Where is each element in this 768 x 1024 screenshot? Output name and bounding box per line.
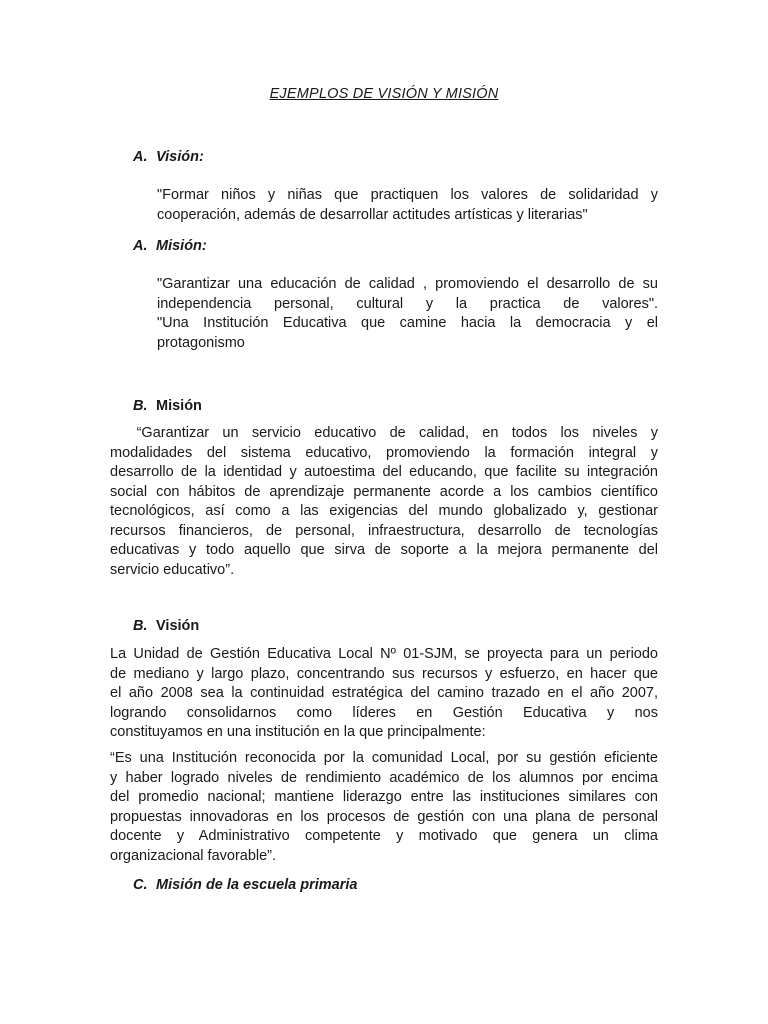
section-heading-mision-a: [133, 238, 207, 254]
section-title: Misión de la escuela primaria: [156, 877, 358, 893]
paragraph-line: propuestas innovadoras en los procesos de gestión con una plana de personal: [110, 808, 658, 825]
paragraph-line: modalidades del sistema educativo, promoviendo la formación integral y: [110, 444, 658, 461]
paragraph-line: tecnológicos, así como a las exigencias del mundo globalizado y, gestionar: [110, 503, 658, 519]
section-letter: A.: [133, 149, 148, 165]
section-heading-vision-a: [133, 149, 204, 165]
paragraph-line: de mediano y largo plazo, concentrando sus recursos y esfuerzo, en hacer que: [110, 665, 658, 682]
section-heading-vision-b: [133, 618, 199, 634]
section-letter: B.: [133, 618, 148, 634]
paragraph-line: y haber logrado niveles de rendimiento académico de los alumnos por encima: [110, 769, 658, 786]
vision-b-paragraph-1: [110, 645, 658, 743]
document-title: EJEMPLOS DE VISIÓN Y MISIÓN: [269, 86, 499, 102]
section-letter: A.: [133, 238, 148, 254]
paragraph-line: constituyamos en una institución en la que principalmente:: [110, 724, 486, 740]
section-heading-mision-primaria: [133, 877, 357, 893]
section-title: Visión: [156, 618, 200, 634]
paragraph-line: "Una Institución Educativa que camine hacia la democracia y el: [157, 315, 658, 331]
paragraph-line: docente y Administrativo competente y motivado que genera un clima: [110, 828, 658, 844]
paragraph-line: logrando consolidarnos como líderes en Gestión Educativa y nos: [110, 704, 658, 721]
paragraph-line: cooperación, además de desarrollar actitudes artísticas y literarias": [157, 206, 588, 223]
paragraph-line: social con hábitos de aprendizaje permanente acorde a los cambios científico: [110, 483, 658, 500]
paragraph-line: La Unidad de Gestión Educativa Local Nº 01-SJM, se proyecta para un periodo: [110, 646, 658, 662]
paragraph-line: protagonismo: [157, 334, 245, 351]
paragraph-line: “Es una Institución reconocida por la comunidad Local, por su gestión eficiente: [110, 750, 658, 766]
paragraph-line: el año 2008 sea la continuidad estratégica del camino trazado en el año 2007,: [110, 685, 658, 701]
paragraph-line: recursos financieros, de personal, infraestructura, desarrollo de tecnologías: [110, 522, 658, 539]
section-title: Visión:: [156, 149, 204, 165]
vision-b-paragraph-2: [110, 749, 658, 866]
paragraph-line: "Formar niños y niñas que practiquen los valores de solidaridad y: [157, 187, 658, 203]
section-letter: B.: [133, 398, 148, 414]
paragraph-line: independencia personal, cultural y la practica de valores".: [157, 295, 658, 312]
section-title: Misión: [156, 398, 202, 414]
paragraph-line: "Garantizar una educación de calidad , promoviendo el desarrollo de su: [157, 276, 658, 292]
paragraph-line: desarrollo de la identidad y autoestima del educando, que facilite su integración: [110, 464, 658, 480]
paragraph-line: educativas y todo aquello que sirva de soporte a la mejora permanente del: [110, 542, 658, 558]
section-heading-mision-b: [133, 398, 202, 414]
paragraph-line: “Garantizar un servicio educativo de calidad, en todos los niveles y: [110, 425, 658, 441]
paragraph-line: del promedio nacional; mantiene liderazgo entre las instituciones similares con: [110, 789, 658, 805]
mision-b-paragraph: [110, 424, 658, 580]
section-letter: C.: [133, 877, 148, 893]
paragraph-line: servicio educativo”.: [110, 561, 235, 578]
paragraph-line: organizacional favorable”.: [110, 847, 277, 864]
mision-a-paragraph: [157, 275, 658, 353]
vision-a-paragraph: [157, 186, 658, 225]
section-title: Misión:: [156, 238, 207, 254]
